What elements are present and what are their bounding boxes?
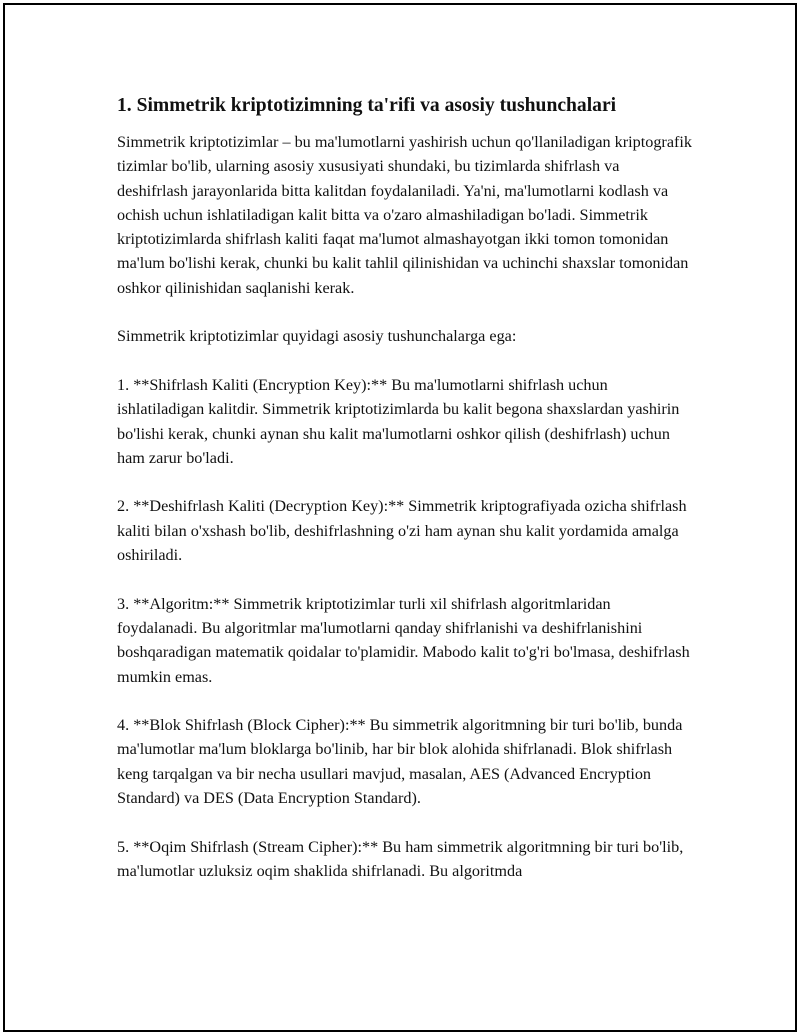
paragraph-concepts-lead: Simmetrik kriptotizimlar quyidagi asosiy tushunchalarga ega: bbox=[117, 327, 517, 346]
document-body bbox=[117, 93, 692, 883]
section-heading: 1. Simmetrik kriptotizimning ta'rifi va asosiy tushunchalari bbox=[117, 95, 617, 116]
list-item-block-cipher: 4. **Blok Shifrlash (Block Cipher):** Bu simmetrik algoritmning bir turi bo'lib, bunda ma'lumotlar ma'lum bloklarga bo'linib, har bir blok alohida shifrlanadi. Blok shifrlash keng tarqalgan va bir necha usullari mavjud, masalan, AES (Advanced Encryption Standard) va DES (Data Encryption Standard). bbox=[117, 716, 683, 808]
list-item-decryption-key: 2. **Deshifrlash Kaliti (Decryption Key):** Simmetrik kriptografiyada ozicha shifrlash kaliti bilan o'xshash bo'lib, deshifrlashning o'zi ham aynan shu kalit yordamida amalga oshiriladi. bbox=[117, 497, 687, 565]
paragraph-intro: Simmetrik kriptotizimlar – bu ma'lumotlarni yashirish uchun qo'llaniladigan kriptografik tizimlar bo'lib, ularning asosiy xususiyati shundaki, bu tizimlarda shifrlash va deshifrlash jarayonlarida bitta kalitdan foydalaniladi. Ya'ni, ma'lumotlarni kodlash va ochish uchun ishlatiladigan kalit bitta va o'zaro almashiladigan bo'ladi. Simmetrik kriptotizimlarda shifrlash kaliti faqat ma'lumot almashayotgan ikki tomon tomonidan ma'lum bo'lishi kerak, chunki bu kalit tahlil qilinishidan va uchinchi shaxslar tomonidan oshkor qilinishidan saqlanishi kerak. bbox=[117, 133, 692, 297]
list-item-encryption-key: 1. **Shifrlash Kaliti (Encryption Key):** Bu ma'lumotlarni shifrlash uchun ishlatiladigan kalitdir. Simmetrik kriptotizimlarda bu kalit begona shaxslardan yashirin bo'lishi kerak, chunki aynan shu kalit ma'lumotlarni oshkor qilish (deshifrlash) uchun ham zarur bo'ladi. bbox=[117, 375, 680, 467]
list-item-stream-cipher: 5. **Oqim Shifrlash (Stream Cipher):** Bu ham simmetrik algoritmning bir turi bo'lib, ma'lumotlar uzluksiz oqim shaklida shifrlanadi. Bu algoritmda bbox=[117, 837, 684, 880]
list-item-algorithm: 3. **Algoritm:** Simmetrik kriptotizimlar turli xil shifrlash algoritmlaridan foydalanadi. Bu algoritmlar ma'lumotlarni qanday shifrlanishi va deshifrlanishini boshqaradigan matematik qoidalar to'plamidir. Mabodo kalit to'g'ri bo'lmasa, deshifrlash mumkin emas. bbox=[117, 594, 690, 686]
